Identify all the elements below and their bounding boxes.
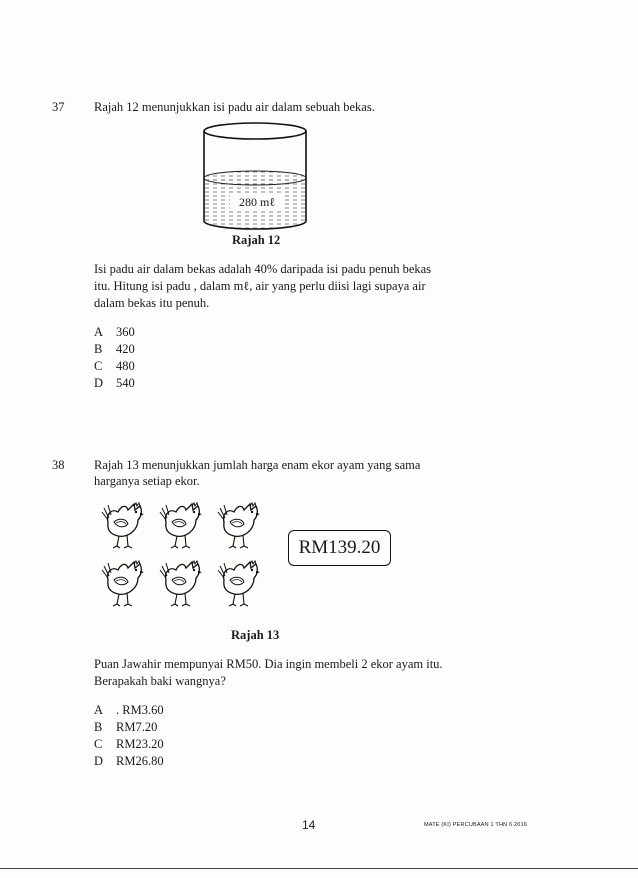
question-37-body-line-3: dalam bekas itu penuh. xyxy=(94,296,210,310)
question-37-option[interactable] xyxy=(94,376,135,391)
chicken-1 xyxy=(102,503,144,548)
question-37-option[interactable] xyxy=(94,359,135,374)
question-38-option[interactable] xyxy=(94,703,164,718)
question-38-number: 38 xyxy=(52,458,65,472)
question-37-option[interactable] xyxy=(94,325,135,340)
bottom-divider xyxy=(0,868,638,869)
option-text: 360 xyxy=(116,325,135,339)
question-37-body-line-1: Isi padu air dalam bekas adalah 40% daripada isi padu penuh bekas xyxy=(94,262,432,276)
question-38-body-line-1: Puan Jawahir mempunyai RM50. Dia ingin membeli 2 ekor ayam itu. xyxy=(94,657,443,671)
water-volume-label: 280 mℓ xyxy=(238,195,276,209)
figure-caption-rajah-12: Rajah 12 xyxy=(232,233,281,247)
question-38-body-line-2: Berapakah baki wangnya? xyxy=(94,674,226,688)
chicken-6 xyxy=(218,561,260,606)
chicken-3 xyxy=(218,503,260,548)
figure-caption-rajah-13: Rajah 13 xyxy=(231,628,280,642)
option-letter: A xyxy=(94,325,104,339)
question-37-body-line-2: itu. Hitung isi padu , dalam mℓ, air yang perlu diisi lagi supaya air xyxy=(94,279,426,293)
option-text: RM26.80 xyxy=(116,754,164,768)
container-rim xyxy=(204,123,306,139)
option-text: 480 xyxy=(116,359,135,373)
option-letter: B xyxy=(94,720,103,734)
water-surface xyxy=(204,171,306,185)
chicken-4 xyxy=(102,561,144,606)
option-text: 420 xyxy=(116,342,135,356)
question-37-option[interactable] xyxy=(94,342,135,357)
question-38-option[interactable] xyxy=(94,737,164,752)
option-text: RM23.20 xyxy=(116,737,164,751)
option-letter: D xyxy=(94,754,104,768)
water-container-figure xyxy=(196,118,314,234)
paper-code: MATE (KI) PERCUBAAN 1 THN 6 2016 xyxy=(424,822,528,828)
question-38-intro-line-2: harganya setiap ekor. xyxy=(94,474,200,488)
question-37-intro: Rajah 12 menunjukkan isi padu air dalam sebuah bekas. xyxy=(94,100,375,114)
option-letter: C xyxy=(94,737,103,751)
chicken-5 xyxy=(160,561,202,606)
question-38-option[interactable] xyxy=(94,754,164,769)
six-chickens-figure xyxy=(96,496,276,616)
option-letter: D xyxy=(94,376,104,390)
option-text: 540 xyxy=(116,376,135,390)
total-price-box: RM139.20 xyxy=(288,530,391,566)
question-38-option[interactable] xyxy=(94,720,157,735)
chicken-2 xyxy=(160,503,202,548)
question-37-number: 37 xyxy=(52,100,65,114)
option-letter: C xyxy=(94,359,103,373)
question-38-intro-line-1: Rajah 13 menunjukkan jumlah harga enam ekor ayam yang sama xyxy=(94,458,421,472)
page-number: 14 xyxy=(302,818,316,832)
option-text: RM7.20 xyxy=(116,720,158,734)
option-letter: A xyxy=(94,703,104,717)
option-text: . RM3.60 xyxy=(116,703,164,717)
option-letter: B xyxy=(94,342,103,356)
